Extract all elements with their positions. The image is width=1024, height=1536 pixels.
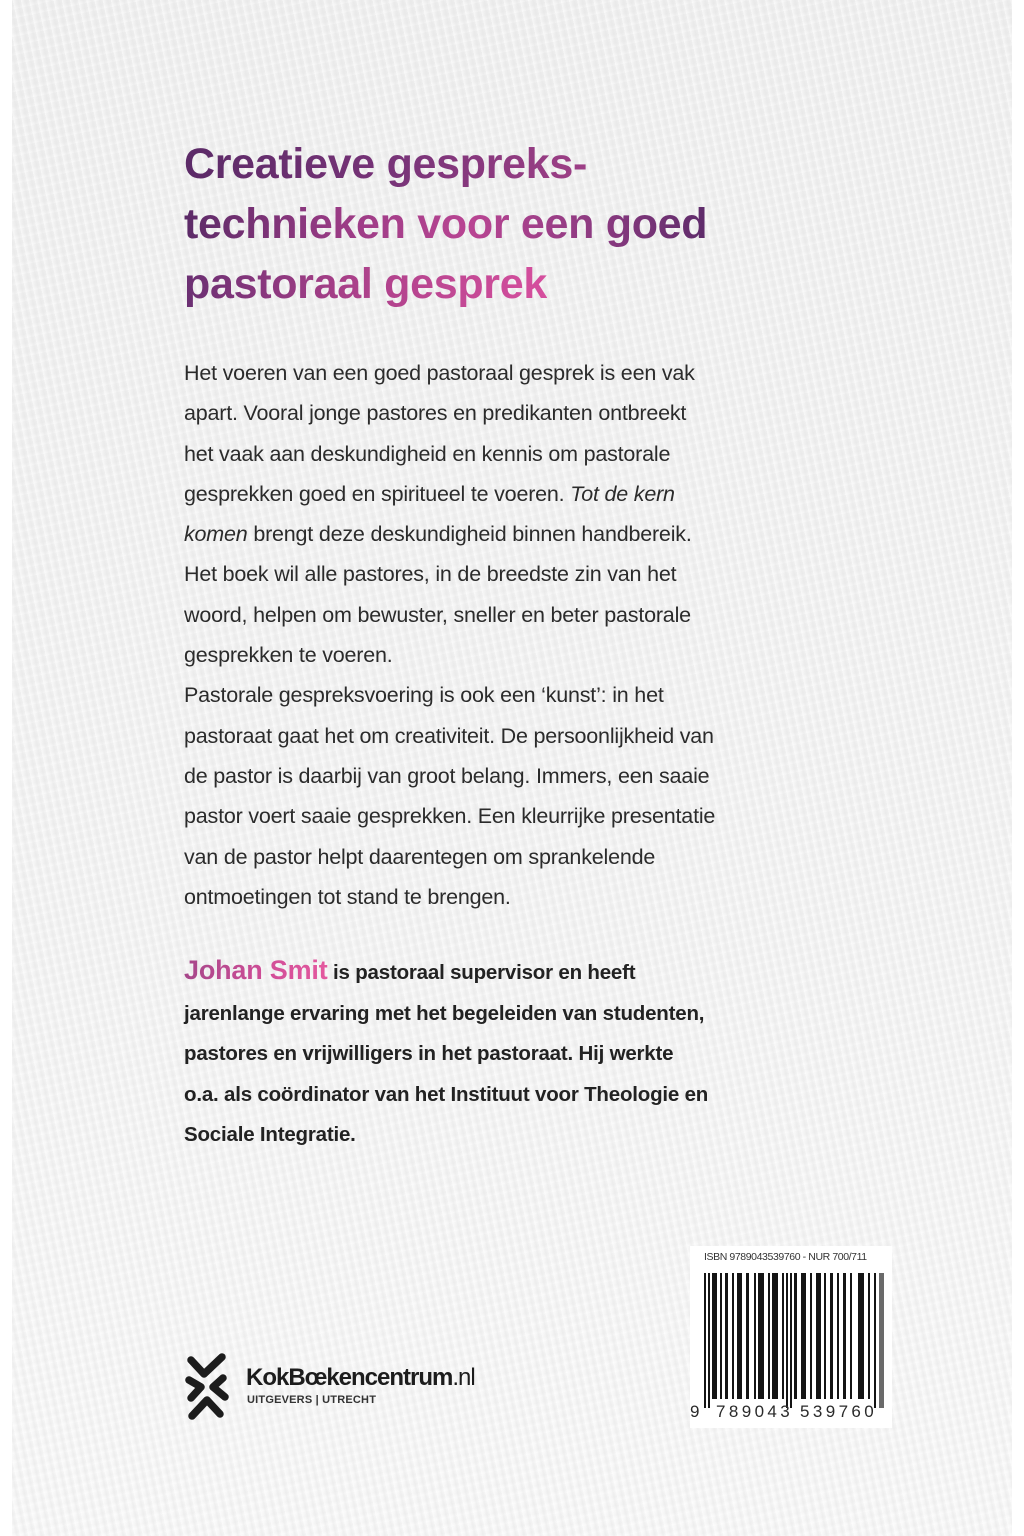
book-title-italic: Tot de kern [570, 481, 675, 506]
cover-title [184, 134, 884, 314]
blurb-line: Het voeren van een goed pastoraal gesprek is een vak [184, 361, 695, 385]
blurb-line: gesprekken te voeren. [184, 643, 393, 668]
author-name: Johan Smit [184, 955, 328, 985]
kok-boekencentrum-logo-icon [182, 1350, 232, 1422]
author-bio [184, 950, 884, 1156]
blurb-line: ontmoetingen tot stand te brengen. [184, 884, 511, 909]
bio-line: Johan Smit is pastoraal supervisor en heeft [184, 955, 636, 985]
publisher-name: KokBœkencentrum.nl [246, 1364, 475, 1391]
book-title-italic: komen [184, 522, 248, 547]
title-line-2: technieken voor een goed [184, 194, 707, 254]
blurb-line: komen brengt deze deskundigheid binnen handbereik. [184, 522, 692, 547]
blurb-line: apart. Vooral jonge pastores en predikanten ontbreekt [184, 401, 687, 426]
blurb-line: de pastor is daarbij van groot belang. Immers, een saaie [184, 763, 710, 788]
bio-line: jarenlange ervaring met het begeleiden van studenten, [184, 1001, 705, 1025]
bio-line: o.a. als coördinator van het Instituut voor Theologie en [184, 1082, 709, 1106]
blurb-line: Pastorale gespreksvoering is ook een ‘kunst’: in het [184, 683, 664, 708]
blurb-line: van de pastor helpt daarentegen om sprankelende [184, 844, 656, 869]
blurb-line: pastoraat gaat het om creativiteit. De persoonlijkheid van [184, 723, 714, 748]
publisher-subtitle: UITGEVERS | UTRECHT [247, 1394, 377, 1406]
barcode-bars-icon [698, 1273, 888, 1408]
title-line-1: Creatieve gespreks- [184, 134, 587, 194]
bio-line: pastores en vrijwilligers in het pastoraat. Hij werkte [184, 1042, 674, 1065]
isbn-barcode [690, 1246, 892, 1428]
blurb-line: Het boek wil alle pastores, in de breedste zin van het [184, 562, 677, 587]
barcode-digits: 9 789043 539760 [690, 1402, 878, 1421]
blurb-line: pastor voert saaie gesprekken. Een kleurrijke presentatie [184, 804, 716, 829]
blurb-line: gesprekken goed en spiritueel te voeren. Tot de kern [184, 481, 675, 506]
blurb-line: het vaak aan deskundigheid en kennis om pastorale [184, 441, 671, 466]
isbn-text: ISBN 9789043539760 - NUR 700/711 [704, 1251, 867, 1263]
blurb-line: woord, helpen om bewuster, sneller en beter pastorale [184, 602, 691, 627]
title-line-3: pastoraal gesprek [184, 254, 547, 314]
book-back-cover [12, 0, 1012, 1536]
bio-line: Sociale Integratie. [184, 1123, 356, 1146]
blurb-text [184, 353, 864, 917]
publisher-block [182, 1350, 542, 1422]
